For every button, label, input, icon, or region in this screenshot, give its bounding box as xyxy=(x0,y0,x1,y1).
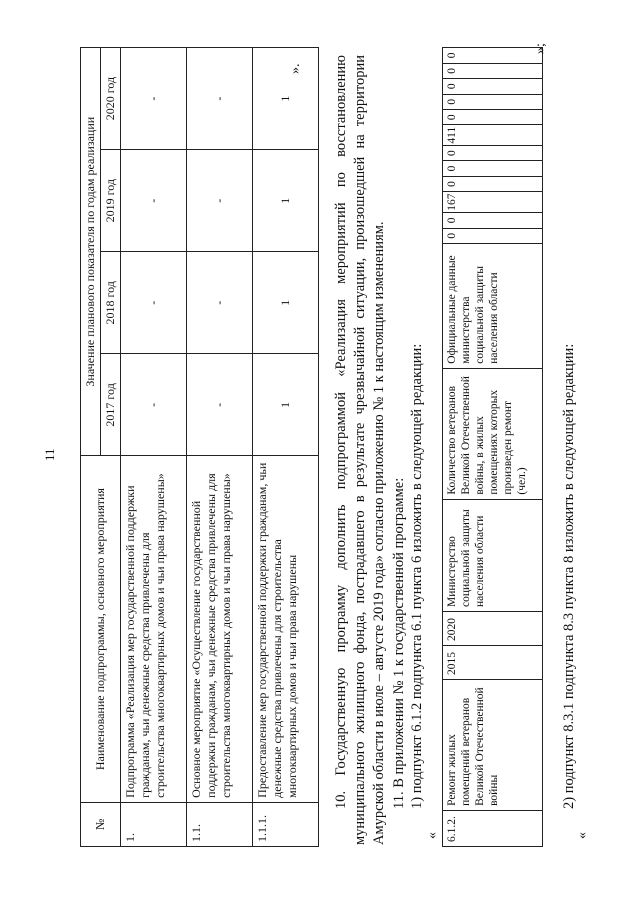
measure-value: 0 xyxy=(443,79,543,94)
row-value: 1 xyxy=(253,48,319,150)
indicators-table xyxy=(80,47,319,847)
item-1: 1) подпункт 6.1.2 подпункта 6.1 пункта 6 изложить в следующей редакции: xyxy=(409,343,425,809)
measure-value: 0 xyxy=(443,176,543,191)
measure-value: 411 xyxy=(443,125,543,145)
table-row xyxy=(187,48,253,847)
row-num: 1.1. xyxy=(187,802,253,846)
measure-year-start: 2015 xyxy=(443,646,543,680)
paragraph-10: 10. Государственную программу дополнить подпрограммой «Реализация мероприятий по восстановлению муниципального жилищного фонда, пострадавшего в результате чрезвычайной ситуации, произошедшей на территории Амурской области в июле – августе 2019 года» согласно приложению № 1 к настоящим изменениям. xyxy=(333,55,387,845)
row-name: Подпрограмма «Реализация мер государственной поддержки гражданам, чьи денежные средства привлечены для строительства многоквартирных домов и чьи права нарушены» xyxy=(121,456,187,802)
table-row xyxy=(121,48,187,847)
table-header-row xyxy=(81,48,101,847)
header-year: 2017 год xyxy=(101,354,121,456)
closing-quote: ». xyxy=(288,63,303,74)
measure-year-end: 2020 xyxy=(443,611,543,645)
header-num: № xyxy=(81,802,121,846)
row-value: - xyxy=(121,252,187,354)
measure-name: Ремонт жилых помещений ветеранов Великой Отечественной войны xyxy=(443,680,543,811)
measure-executor: Министерство социальной защиты населения области xyxy=(443,499,543,611)
row-value: - xyxy=(121,48,187,150)
row-value: 1 xyxy=(253,150,319,252)
measure-value: 167 xyxy=(443,192,543,213)
measure-value: 0 xyxy=(443,213,543,228)
header-year: 2020 год xyxy=(101,48,121,150)
measure-indicator: Количество ветеранов Великой Отечественной войны, в жилых помещениях которых произведен ремонт (чел.) xyxy=(443,368,543,499)
row-value: - xyxy=(187,150,253,252)
row-value: - xyxy=(121,354,187,456)
paragraph-11: 11. В приложении № 1 к государственной программе: xyxy=(391,477,407,809)
row-name: Основное мероприятие «Осуществление государственной поддержки гражданам, чьи денежные средства привлечены для строительства многоквартирных домов и чьи права нарушены» xyxy=(187,456,253,802)
measure-value: 0 xyxy=(443,109,543,124)
measure-source: Официальные данные министерства социальной защиты населения области xyxy=(443,243,543,368)
opening-quote: « xyxy=(425,832,440,839)
header-year: 2018 год xyxy=(101,252,121,354)
header-name: Наименование подпрограммы, основного мероприятия xyxy=(81,456,121,802)
measure-value: 0 xyxy=(443,48,543,64)
row-value: - xyxy=(187,354,253,456)
measure-num: 6.1.2. xyxy=(443,810,543,846)
row-value: - xyxy=(121,150,187,252)
measure-value: 0 xyxy=(443,145,543,160)
row-value: - xyxy=(187,252,253,354)
measure-table xyxy=(442,47,543,847)
measure-value: 0 xyxy=(443,228,543,243)
header-year: 2019 год xyxy=(101,150,121,252)
table-row xyxy=(443,48,543,847)
row-value: 1 xyxy=(253,354,319,456)
row-value: 1 xyxy=(253,252,319,354)
row-value: - xyxy=(187,48,253,150)
page-number: 11 xyxy=(42,448,57,461)
item-2: 2) подпункт 8.3.1 подпункта 8.3 пункта 8 изложить в следующей редакции: xyxy=(561,343,577,809)
closing-quote: »; xyxy=(533,43,548,54)
row-num: 1.1.1. xyxy=(253,802,319,846)
row-name: Предоставление мер государственной поддержки гражданам, чьи денежные средства привлечены для строительства многоквартирных домов и чьи права нарушены xyxy=(253,456,319,802)
table-row xyxy=(253,48,319,847)
measure-value: 0 xyxy=(443,161,543,176)
opening-quote: « xyxy=(575,832,590,839)
measure-value: 0 xyxy=(443,94,543,109)
header-value-group: Значение планового показателя по годам реализации xyxy=(81,48,101,456)
measure-value: 0 xyxy=(443,63,543,78)
row-num: 1. xyxy=(121,802,187,846)
